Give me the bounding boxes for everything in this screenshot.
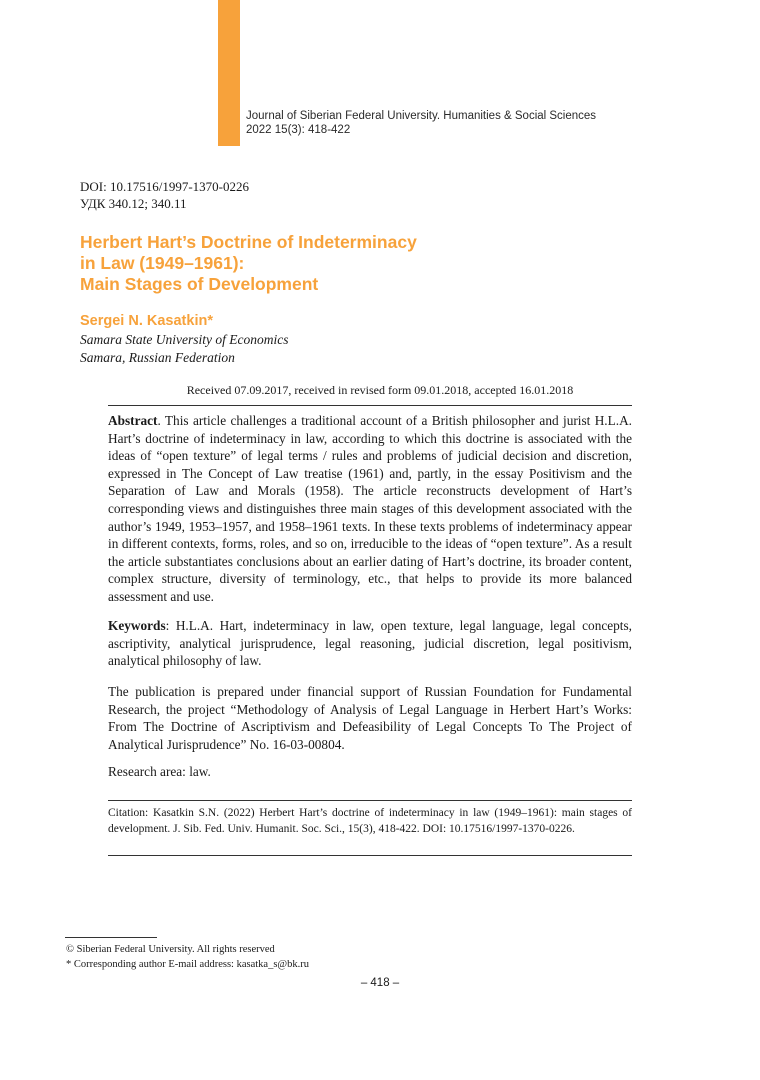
affiliation: Samara State University of Economics	[80, 332, 289, 347]
research-area-text: Research area: law.	[108, 764, 211, 779]
received-dates: Received 07.09.2017, received in revised form 09.01.2018, accepted 16.01.2018	[186, 383, 574, 397]
corresponding-author-note: * Corresponding author E-mail address: kasatka_s@bk.ru	[66, 959, 309, 970]
keywords-text: : H.L.A. Hart, indeterminacy in law, open texture, legal language, legal concepts, ascriptivity, analytical jurisprudence, legal reasoning, judicial discretion, legal positivism, analytical philosophy of law.	[108, 618, 632, 669]
keywords	[108, 617, 632, 670]
journal-title: Journal of Siberian Federal University. Humanities & Social Sciences	[246, 110, 597, 122]
keywords-label: Keywords	[108, 618, 166, 633]
footnote-rule	[65, 937, 157, 938]
author-affiliation-block	[80, 331, 288, 366]
research-area	[108, 763, 632, 781]
udk: УДК 340.12; 340.11	[80, 196, 187, 211]
abstract-top-rule	[108, 405, 632, 406]
title-line-1: Herbert Hart’s Doctrine of Indeterminacy	[80, 232, 417, 252]
accent-bar	[218, 0, 240, 146]
page-number: – 418 –	[360, 977, 400, 989]
funding-text: The publication is prepared under financial support of Russian Foundation for Fundamental Research, the project “Methodology of Analysis of Legal Language in Herbert Hart’s Works: From The Doctrine of Ascriptivism and Defeasibility of Legal Concepts To The Project of Analytical Jurisprudence” No. 16-03-00804.	[108, 684, 632, 752]
citation-bottom-rule	[108, 855, 632, 856]
abstract	[108, 412, 632, 606]
citation-top-rule	[108, 800, 632, 801]
title-line-3: Main Stages of Development	[80, 274, 319, 294]
doi: DOI: 10.17516/1997-1370-0226	[80, 179, 249, 194]
abstract-label: Abstract	[108, 413, 158, 428]
journal-header	[246, 110, 666, 137]
article-meta	[80, 178, 249, 212]
journal-issue: 2022 15(3): 418-422	[246, 123, 351, 136]
title-line-2: in Law (1949–1961):	[80, 253, 245, 273]
author-name: Sergei N. Kasatkin*	[80, 313, 213, 329]
location: Samara, Russian Federation	[80, 349, 235, 365]
article-title	[80, 232, 560, 295]
footnotes	[66, 942, 309, 972]
abstract-text: . This article challenges a traditional account of a British philosopher and jurist H.L.A. Hart’s doctrine of indeterminacy in law, according to which this doctrine is associated with the ideas of “open texture” of legal terms / rules and problems of judicial decision and discretion, expressed in The Concept of Law treatise (1961) and, partly, in the essay Positivism and the Separation of Law and Morals (1958). The article reconstructs development of Hart’s corresponding views and distinguishes three main stages of this development associated with the author’s 1949, 1953–1957, and 1958–1961 texts. In these texts problems of indeterminacy appear in different contexts, forms, roles, and so on, irreducible to the ideas of “open texture”. As a result the article substantiates conclusions about an earlier dating of Hart’s doctrine, its broader content, complex structure, diversity of terminology, etc., that helps to provide its more balanced assessment and use.	[108, 413, 632, 604]
funding-note	[108, 683, 632, 753]
citation: Citation: Kasatkin S.N. (2022) Herbert Hart’s doctrine of indeterminacy in law (1949–1961): main stages of development. J. Sib. Fed. Univ. Humanit. Soc. Sci., 15(3), 418-422. DOI: 10.17516/1997-1370-0226.	[108, 807, 632, 835]
copyright-note: © Siberian Federal University. All rights reserved	[66, 944, 275, 955]
